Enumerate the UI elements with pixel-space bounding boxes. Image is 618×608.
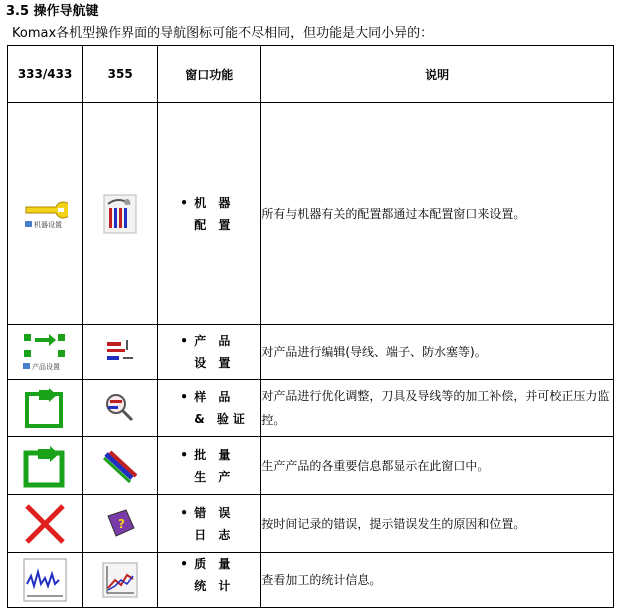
wrench-icon[interactable]: [22, 194, 68, 234]
icon-cell: [8, 437, 83, 495]
function-label: 产 品 设 置: [194, 334, 235, 370]
function-label: 错 误 日 志: [194, 505, 235, 542]
description-cell: 对产品进行编辑(导线、端子、防水塞等)。: [261, 325, 614, 380]
function-cell: • 机 器 配 置: [158, 103, 261, 325]
function-cell: • 样 品 & 验证: [158, 380, 261, 437]
header-333-433: 333/433: [8, 46, 83, 103]
batch-green-frame-icon[interactable]: [22, 443, 68, 489]
icon-cell: [83, 437, 158, 495]
section-heading: 3.5 操作导航键: [6, 4, 99, 19]
product-edit-icon[interactable]: [103, 336, 137, 368]
svg-text:?: ?: [118, 516, 126, 531]
icon-cell: [8, 553, 83, 608]
description-cell: 所有与机器有关的配置都通过本配置窗口来设置。: [261, 103, 614, 325]
wrench-icon-label: 机器设置: [34, 220, 63, 229]
navigation-table: [7, 45, 614, 608]
question-book-icon[interactable]: [102, 506, 138, 542]
icon-cell: [83, 325, 158, 380]
function-label: 样 品 & 验证: [194, 390, 249, 426]
header-description: 说明: [261, 46, 614, 103]
function-cell: • 产 品 设 置: [158, 325, 261, 380]
icon-cell: [8, 325, 83, 380]
function-label: 批 量 生 产: [194, 447, 235, 484]
function-label: 机 器 配 置: [194, 195, 235, 232]
green-frame-arrow-icon[interactable]: [23, 386, 67, 430]
icon-cell: [8, 103, 83, 325]
line-graph-icon[interactable]: [102, 562, 138, 598]
table-row: [8, 325, 614, 380]
table-row: [8, 380, 614, 437]
header-355: 355: [83, 46, 158, 103]
header-window-function: 窗口功能: [158, 46, 261, 103]
table-row: [8, 553, 614, 608]
sample-magnifier-icon[interactable]: [102, 390, 138, 426]
icon-cell: [8, 380, 83, 437]
icon-cell: [83, 495, 158, 553]
table-row: [8, 437, 614, 495]
function-cell: • 批 量 生 产: [158, 437, 261, 495]
function-label: 质 量 统 计: [194, 557, 235, 593]
function-cell: • 错 误 日 志: [158, 495, 261, 553]
function-cell: • 质 量 统 计: [158, 553, 261, 608]
table-header-row: [8, 46, 614, 103]
intro-text: Komax各机型操作界面的导航图标可能不尽相同，但功能是大同小异的：: [12, 26, 434, 41]
description-cell: 对产品进行优化调整，刀具及导线等的加工补偿，并可校正压力监控。: [261, 380, 614, 437]
description-cell: 查看加工的统计信息。: [261, 553, 614, 608]
cable-bundle-icon[interactable]: [102, 448, 138, 484]
waveform-icon[interactable]: [23, 558, 67, 602]
icon-cell: [83, 380, 158, 437]
product-setup-icon-label: 产品设置: [32, 363, 61, 371]
table-row: [8, 103, 614, 325]
icon-cell: [83, 103, 158, 325]
product-setup-arrows-icon[interactable]: [20, 330, 70, 374]
icon-cell: [83, 553, 158, 608]
description-cell: 生产产品的各重要信息都显示在此窗口中。: [261, 437, 614, 495]
red-x-icon[interactable]: [23, 502, 67, 546]
icon-cell: [8, 495, 83, 553]
description-cell: 按时间记录的错误，提示错误发生的原因和位置。: [261, 495, 614, 553]
machine-config-icon[interactable]: [103, 194, 137, 234]
table-row: [8, 495, 614, 553]
